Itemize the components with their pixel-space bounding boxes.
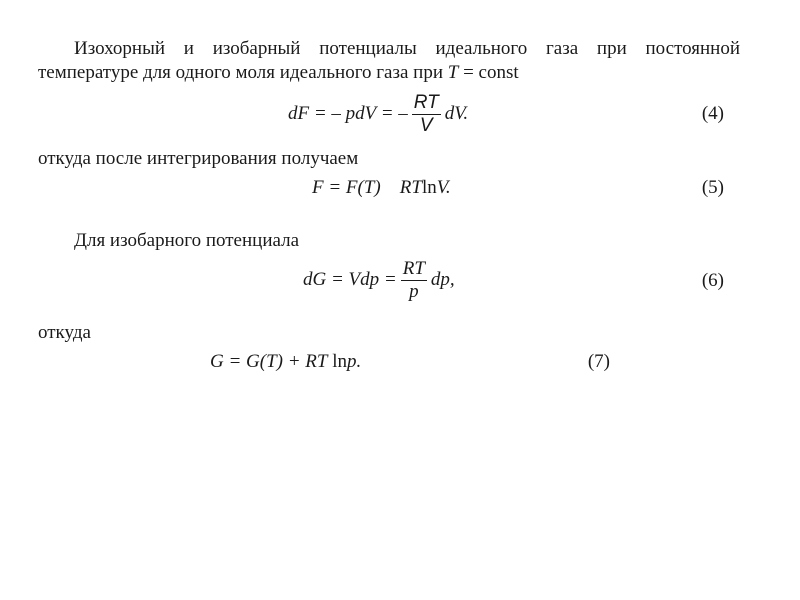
equation-6 (303, 258, 455, 303)
equation-4 (288, 92, 468, 137)
equation-6-numerator: RT (402, 258, 425, 279)
equation-7-number: (7) (587, 351, 610, 372)
equation-6-fraction (401, 258, 427, 303)
after-eq6-text: откуда (38, 322, 91, 343)
equation-6-rhs: dp, (430, 268, 455, 290)
equation-5-number: (5) (701, 177, 724, 198)
equation-7-part-b: p. (347, 351, 362, 372)
equation-7 (210, 351, 361, 373)
equation-5-part-c: V. (436, 177, 451, 198)
equation-4-number: (4) (701, 103, 724, 124)
variable-T: T (447, 62, 459, 83)
equation-7-part-a: G = G(T) + RT (210, 351, 328, 372)
equation-5 (312, 177, 451, 199)
equation-5-part-a: F = F(T) (312, 177, 381, 198)
intro-line-2-suffix: = const (458, 62, 519, 83)
equation-4-rhs: dV. (444, 102, 469, 124)
intro-line-2-prefix: температуре для одного моля идеального газа при (38, 62, 444, 83)
equation-5-ln: ln (421, 177, 437, 198)
intro-line-1: Изохорный и изобарный потенциалы идеального газа при постоянной (74, 38, 740, 59)
equation-6-lhs: dG = Vdp = (303, 268, 397, 290)
equation-4-denominator: V (419, 115, 433, 136)
equation-6-number: (6) (701, 270, 724, 291)
intro-line-2 (38, 62, 740, 84)
after-eq4-text: откуда после интегрирования получаем (38, 148, 359, 169)
equation-7-ln: ln (332, 351, 348, 372)
isobaric-heading: Для изобарного потенциала (74, 230, 300, 251)
equation-5-part-b: RT (399, 177, 422, 198)
equation-4-lhs: dF = – pdV = – (288, 102, 408, 124)
equation-6-denominator: p (409, 281, 419, 302)
equation-4-fraction (412, 92, 441, 137)
equation-4-numerator: RT (413, 92, 439, 113)
